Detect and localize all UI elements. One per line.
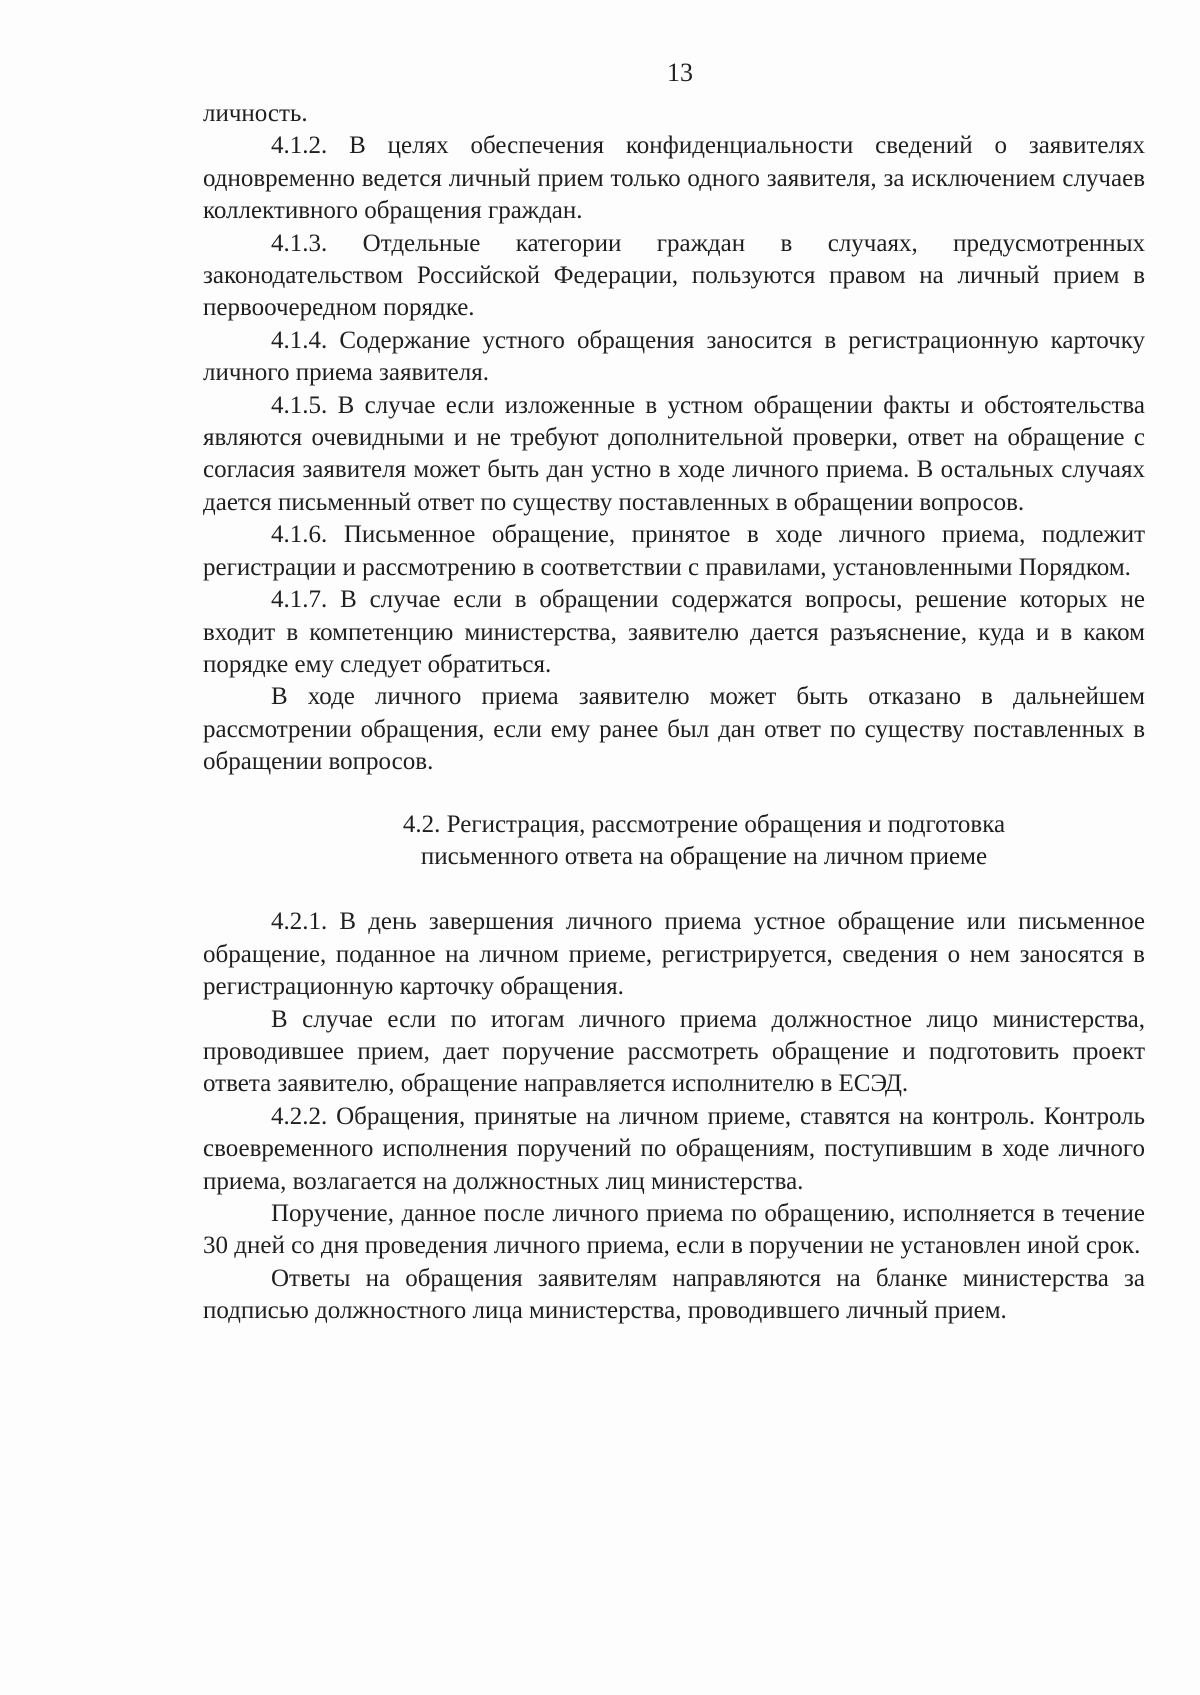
paragraph-4-2-1: 4.2.1. В день завершения личного приема устное обращение или письменное обращение, поданное на личном приеме, регистрируется, сведения о нем заносятся в регистрационную карточку обращения. xyxy=(203,908,1145,1001)
page-number: 13 xyxy=(667,58,693,87)
paragraph-4-1-3: 4.1.3. Отдельные категории граждан в случаях, предусмотренных законодательством Российской Федерации, пользуются правом на личный прием в первоочередном порядке. xyxy=(203,229,1145,322)
paragraph-continuation: личность. xyxy=(203,100,308,127)
paragraph-4-1-2: 4.1.2. В целях обеспечения конфиденциальности сведений о заявителях одновременно ведется личный прием только одного заявителя, за исключением случаев коллективного обращения граждан. xyxy=(203,132,1145,225)
paragraph-4-1-7: 4.1.7. В случае если в обращении содержатся вопросы, решение которых не входит в компетенцию министерства, заявителю дается разъяснение, куда и в каком порядке ему следует обратиться. xyxy=(203,586,1145,678)
section-heading-line-2: письменного ответа на обращение на личном приеме xyxy=(420,842,988,870)
paragraph-4-2-2: 4.2.2. Обращения, принятые на личном приеме, ставятся на контроль. Контроль своевременного исполнения поручений по обращениям, поступившим в ходе личного приема, возлагается на должностных лиц министерства. xyxy=(203,1102,1145,1195)
paragraph-refusal: В ходе личного приема заявителю может быть отказано в дальнейшем рассмотрении обращения, если ему ранее был дан ответ по существу поставленных в обращении вопросов. xyxy=(203,683,1145,776)
document-body xyxy=(203,98,1145,1328)
paragraph-4-1-6: 4.1.6. Письменное обращение, принятое в ходе личного приема, подлежит регистрации и рассмотрению в соответствии с правилами, установленными Порядком. xyxy=(203,521,1145,581)
paragraph-4-1-5: 4.1.5. В случае если изложенные в устном обращении факты и обстоятельства являются очевидными и не требуют дополнительной проверки, ответ на обращение с согласия заявителя может быть дан устно в ходе личного приема. В остальных случаях дается письменный ответ по существу поставленных в обращении вопросов. xyxy=(203,391,1145,516)
paragraph-deadline: Поручение, данное после личного приема по обращению, исполняется в течение 30 дней со дня проведения личного приема, если в поручении не установлен иной срок. xyxy=(203,1200,1145,1260)
paragraph-4-1-4: 4.1.4. Содержание устного обращения заносится в регистрационную карточку личного приема заявителя. xyxy=(203,326,1145,387)
section-heading-4-2 xyxy=(203,809,1145,874)
paragraph-answers: Ответы на обращения заявителям направляются на бланке министерства за подписью должностного лица министерства, проводившего личный прием. xyxy=(203,1264,1145,1325)
paragraph-instruction: В случае если по итогам личного приема должностное лицо министерства, проводившее прием, дает поручение рассмотреть обращение и подготовить проект ответа заявителю, обращение направляется исполнителю в ЕСЭД. xyxy=(203,1005,1145,1098)
section-heading-line-1: 4.2. Регистрация, рассмотрение обращения и подготовка xyxy=(402,810,1006,838)
